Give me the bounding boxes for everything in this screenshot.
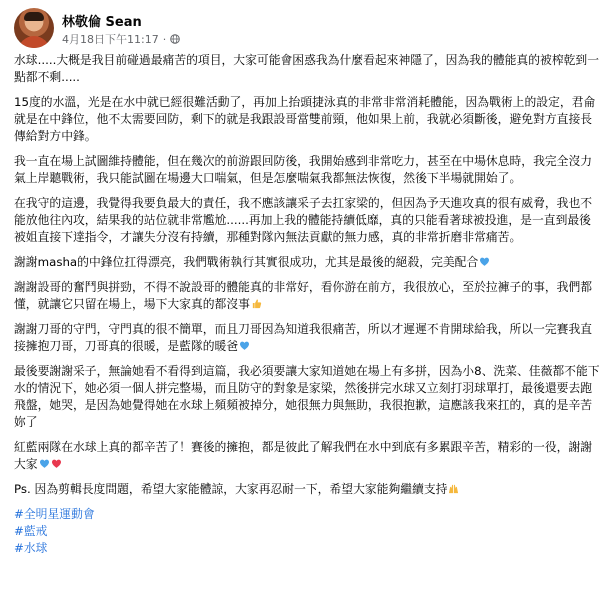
post-paragraph: 謝謝masha的中鋒位扛得漂亮，我們戰術執行其實很成功，尤其是最後的絕殺，完美配合 bbox=[14, 254, 600, 271]
author-name[interactable]: 林敬倫 Sean bbox=[62, 15, 142, 30]
post-paragraph: Ps. 因為剪輯長度問題，希望大家能體諒，大家再忍耐一下，希望大家能夠繼續支持 bbox=[14, 481, 600, 498]
blue-heart-icon bbox=[239, 340, 250, 351]
blue-heart-icon bbox=[479, 256, 490, 267]
red-heart-icon bbox=[51, 458, 62, 469]
hashtag-list bbox=[14, 506, 600, 557]
post-paragraph: 最後要謝謝采子，無論她看不看得到這篇，我必須要讓大家知道她在場上有多拼，因為小8、洗菜、佳薇都不能下水的情況下，她必須一個人拼完整場，而且防守的對象是家梁，然後拼完水球又立刻打羽球單打，最後還要去跑飛盤，她哭，是因為她覺得她在水球上頻頻被掉分，她很無力與無助，我很抱歉，這應該我來扛的，真的是辛苦妳了 bbox=[14, 364, 600, 429]
post-paragraph: 謝謝設哥的奮鬥與拼勁，不得不說設哥的體能真的非常好，看你游在前方，我很放心，至於拉褲子的事，我們都懂，就讓它只留在場上，場下大家真的都沒事 bbox=[14, 280, 593, 311]
globe-icon[interactable] bbox=[170, 34, 180, 44]
blue-heart-icon bbox=[39, 458, 50, 469]
raised-hands-icon bbox=[448, 483, 459, 494]
post-paragraph: 紅藍兩隊在水球上真的都辛苦了！賽後的擁抱，都是彼此了解我們在水中到底有多累跟辛苦，精彩的一役，謝謝大家 bbox=[14, 440, 593, 471]
post-paragraph: 謝謝刀哥的守門，守門真的很不簡單，而且刀哥因為知道我很痛苦，所以才遲遲不肯開球給我，所以一完賽我直接擁抱刀哥，刀哥真的很暖，是藍隊的暖爸 bbox=[14, 322, 593, 353]
thumbs-up-icon bbox=[251, 298, 262, 309]
hashtag-link[interactable]: #水球 bbox=[14, 541, 48, 555]
hashtag-link[interactable]: #全明星運動會 bbox=[14, 507, 95, 521]
post-body bbox=[14, 52, 600, 557]
post-paragraph: 在我守的這邊，我覺得我要負最大的責任，我不應該讓采子去扛家梁的，但因為予天進攻真的很有威脅，我也不能放他往內攻，結果我的站位就非常尷尬......再加上我的體能持續低靡，真的只能看著球被投進，是一直到最後被姐直接下達指令，才讓失分沒有持續，那種對隊內無法貢獻的無力感，真的非常折磨非常痛苦。 bbox=[14, 196, 593, 244]
post-paragraph: 水球.....大概是我目前碰過最痛苦的項目，大家可能會困惑我為什麼看起來神隱了，因為我的體能真的被榨乾到一點都不剩..... bbox=[14, 53, 600, 84]
post-timestamp[interactable]: 4月18日下午11:17 bbox=[62, 33, 159, 46]
post-paragraph: 15度的水溫，光是在水中就已經很難活動了，再加上抬頭捷泳真的非常非常消耗體能，因為戰術上的設定，君侖就是在中鋒位，他不太需要回防，剩下的就是我跟設哥當雙前頸，他如果上前，我就必須斷後，避免對方直接長傳給對方中鋒。 bbox=[14, 95, 596, 143]
post-paragraph: 我一直在場上試圖維持體能，但在幾次的前游跟回防後，我開始感到非常吃力，甚至在中場休息時，我完全沒力氣上岸聽戰術，我只能試圖在場邊大口喘氣，但是怎麼喘氣我都無法恢復，然後下半場就開始了。 bbox=[14, 154, 593, 185]
meta-separator: · bbox=[162, 32, 167, 46]
hashtag-link[interactable]: #藍戒 bbox=[14, 524, 48, 538]
post-header bbox=[14, 8, 604, 48]
avatar[interactable] bbox=[14, 8, 54, 48]
post-meta bbox=[62, 31, 180, 47]
